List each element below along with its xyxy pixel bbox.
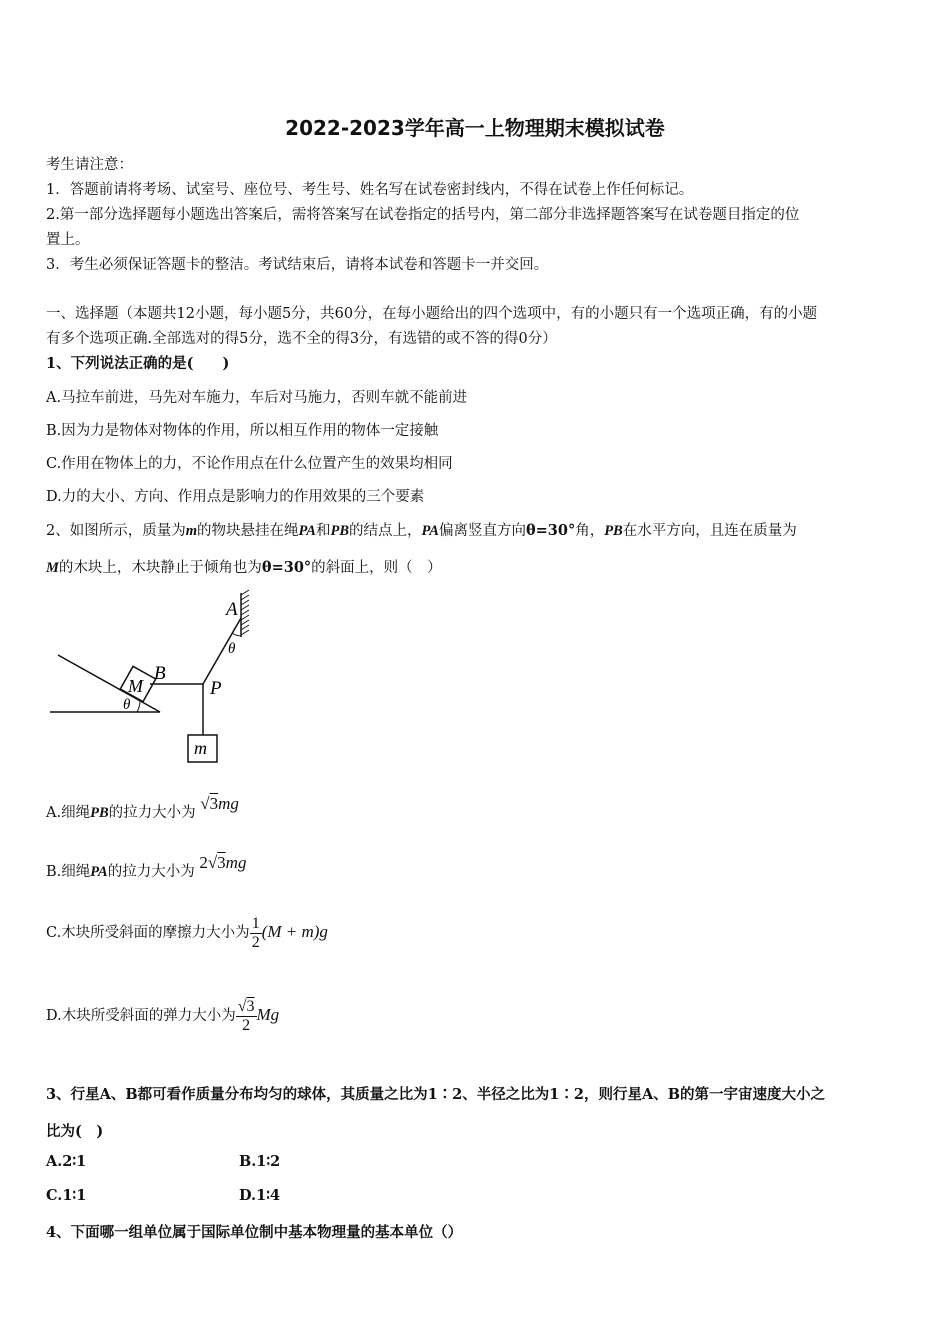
notice-item: 1．答题前请将考场、试室号、座位号、考生号、姓名写在试卷密封线内，不得在试卷上作任何标记。 (46, 182, 694, 198)
block-M-label: M (128, 676, 143, 696)
question-3-stem-line1: 3、行星A、B都可看作质量分布均匀的球体，其质量之比为1∶2、半径之比为1∶2，则行星A、B的第一宇宙速度大小之 (46, 1086, 825, 1103)
q3-option-b: B.1∶2 (239, 1153, 281, 1170)
q3-options-row1 (46, 1153, 280, 1170)
q1-option-a: A.马拉车前进，马先对车施力，车后对马施力，否则车就不能前进 (46, 390, 468, 406)
question-4-stem: 4、下面哪一组单位属于国际单位制中基本物理量的基本单位（） (46, 1224, 463, 1241)
theta-bottom-label: θ (123, 697, 131, 713)
q2-option-d: D.木块所受斜面的弹力大小为 $\frac{√3}{2}$ Mg (46, 998, 280, 1034)
notice-heading: 考生请注意： (46, 157, 133, 173)
question-2-stem-line1: 2、如图所示，质量为m的物块悬挂在绳PA和PB的结点上，PA偏离竖直方向θ=30°角，PB在水平方向，且连在质量为 (46, 522, 797, 539)
point-A-label: A (226, 599, 238, 620)
sqrt-expression: 2√3mg (199, 853, 247, 872)
q2-option-a: A.细绳PB的拉力大小为 √3mg (46, 794, 239, 821)
wall-hatching (241, 590, 249, 635)
fraction: $\frac{√3}{2}$ (237, 998, 255, 1034)
page-title: 2022-2023学年高一上物理期末模拟试卷 (285, 116, 665, 140)
q1-option-d: D.力的大小、方向、作用点是影响力的作用效果的三个要素 (46, 489, 425, 505)
notice-item: 置上。 (46, 232, 90, 248)
fraction: $\frac{1}{2}$ (251, 915, 260, 951)
q3-option-c: C.1∶1 (46, 1187, 87, 1204)
q3-options-row2 (46, 1187, 280, 1204)
notice-item: 3．考生必须保证答题卡的整洁。考试结束后，请将本试卷和答题卡一并交回。 (46, 257, 549, 273)
rope-angle-arc (232, 633, 241, 636)
q2-option-c: C.木块所受斜面的摩擦力大小为 $\frac{1}{2}$ (M + m)g (46, 915, 328, 951)
sqrt-numerator: √3 (237, 998, 255, 1015)
q1-option-b: B.因为力是物体对物体的作用，所以相互作用的物体一定接触 (46, 423, 439, 439)
sqrt-expression: √3mg (200, 794, 239, 813)
q2-option-b: B.细绳PA的拉力大小为 2√3mg (46, 853, 247, 880)
q3-option-a: A.2∶1 (46, 1153, 87, 1170)
question-3-stem-line2: 比为( ) (46, 1123, 104, 1140)
q1-option-c: C.作用在物体上的力，不论作用点在什么位置产生的效果均相同 (46, 456, 453, 472)
question-2-stem-line2: M的木块上，木块静止于倾角也为θ=30°的斜面上，则（ ） (46, 559, 442, 576)
theta-top-label: θ (228, 641, 236, 657)
notice-item: 2.第一部分选择题每小题选出答案后，需将答案写在试卷指定的括号内，第二部分非选择题答案写在试卷题目指定的位 (46, 207, 800, 223)
q2-figure (40, 585, 270, 775)
block-m-label: m (194, 738, 207, 758)
incline-angle-arc (137, 701, 140, 712)
point-B-label: B (154, 663, 166, 684)
q3-option-d: D.1∶4 (239, 1187, 281, 1204)
point-P-label: P (210, 678, 222, 699)
question-1-stem: 1、下列说法正确的是( ) (46, 355, 230, 372)
section-instructions-line1: 一、选择题（本题共12小题，每小题5分，共60分，在每小题给出的四个选项中，有的小题只有一个选项正确，有的小题 (46, 306, 818, 322)
section-instructions-line2: 有多个选项正确.全部选对的得5分，选不全的得3分，有选错的或不答的得0分） (46, 331, 557, 347)
